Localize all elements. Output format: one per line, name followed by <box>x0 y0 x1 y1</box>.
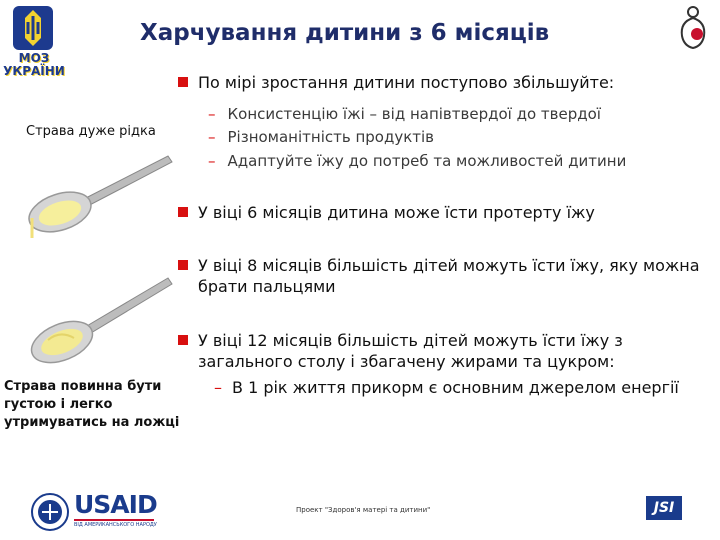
spoon-liquid-image <box>20 150 180 240</box>
dash-icon: – <box>214 378 222 397</box>
bullet-square-icon <box>178 77 188 87</box>
project-text: Проект "Здоров'я матері та дитини" <box>296 506 431 514</box>
moz-logo <box>8 4 58 52</box>
usaid-text <box>74 492 157 518</box>
sub-bullet-1-text: Консистенцію їжі – від напівтвердої до твердої <box>227 105 601 123</box>
bullet-square-icon <box>178 260 188 270</box>
bullet-4-text: У віці 12 місяців більшість дітей можуть їсти їжу з загального столу і збагачену жирами та цукром: <box>198 331 623 371</box>
sub-bullet-3-text: Адаптуйте їжу до потреб та можливостей дитини <box>227 152 627 170</box>
page-title: Харчування дитини з 6 місяців <box>140 20 550 46</box>
mother-child-logo <box>670 6 716 52</box>
moz-label-line2: УКРАЇНИ <box>3 64 65 78</box>
usaid-seal-icon <box>30 492 70 532</box>
sub-bullet-3 <box>208 150 708 173</box>
dash-icon: – <box>208 128 216 146</box>
sub-bullet-last <box>214 377 716 398</box>
usaid-wordmark: USAID <box>74 490 157 519</box>
spoon-icon <box>20 150 180 240</box>
moz-label <box>2 52 66 78</box>
jsi-logo: JSI <box>646 496 682 520</box>
bullet-4 <box>178 330 708 372</box>
usaid-seal <box>30 492 70 532</box>
sub-bullet-2-text: Різноманітність продуктів <box>227 128 435 146</box>
bullet-square-icon <box>178 207 188 217</box>
dash-icon: – <box>208 105 216 123</box>
usaid-subtitle: ВІД АМЕРИКАНСЬКОГО НАРОДУ <box>74 522 157 528</box>
bullet-1-text: По мірі зростання дитини поступово збільшуйте: <box>198 73 615 92</box>
spoon-thick-image <box>20 270 180 365</box>
bullet-3 <box>178 255 708 297</box>
bullet-square-icon <box>178 335 188 345</box>
sub-bullet-last-text: В 1 рік життя прикорм є основним джерелом енергії <box>232 378 679 397</box>
sub-bullet-2 <box>208 126 708 149</box>
label-liquid: Страва дуже рідка <box>26 124 156 139</box>
sub-bullet-1 <box>208 103 708 126</box>
coat-of-arms-icon <box>8 4 58 52</box>
moz-label-line1: МОЗ <box>18 51 50 65</box>
dash-icon: – <box>208 152 216 170</box>
label-thick: Страва повинна бути густою і легко утримуватись на ложці <box>4 379 180 430</box>
bullet-2 <box>178 202 698 223</box>
bullet-3-text: У віці 8 місяців більшість дітей можуть їсти їжу, яку можна брати пальцями <box>198 256 700 296</box>
bullet-2-text: У віці 6 місяців дитина може їсти протерту їжу <box>198 203 595 222</box>
usaid-underline <box>74 519 154 521</box>
bullet-1 <box>178 72 698 93</box>
mother-child-icon <box>670 6 716 52</box>
spoon-icon <box>20 270 180 365</box>
